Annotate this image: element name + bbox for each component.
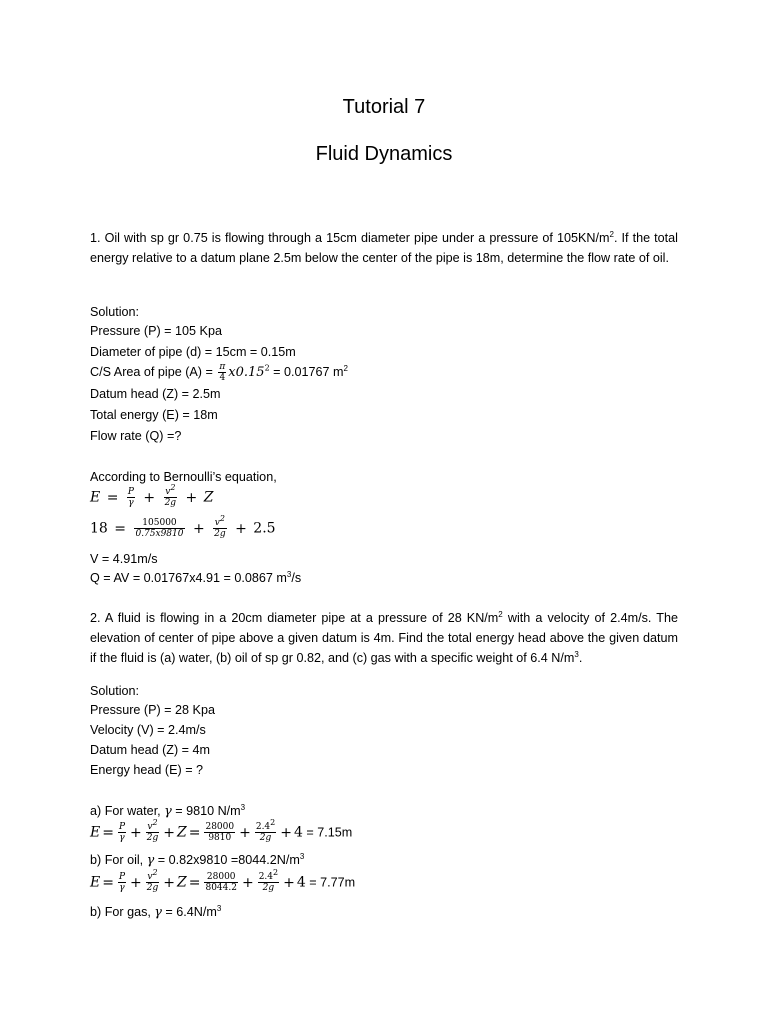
sup: 3	[240, 802, 246, 812]
frac-num: 105000	[134, 518, 184, 529]
frac-den: 8044.2	[205, 883, 237, 893]
q1-text: 1. Oil with sp gr 0.75 is flowing through a 15cm diameter pipe under a pressure of 105KN/m	[90, 231, 610, 245]
area-value: = 0.01767 m	[269, 365, 344, 379]
pi-symbol: π	[219, 362, 226, 372]
eq-lhs: 18	[90, 520, 108, 537]
solution-1-heading: Solution:	[90, 305, 140, 319]
frac-num: 28000	[205, 822, 235, 832]
s1-area	[90, 362, 348, 383]
value: = 9810 N/m	[171, 804, 241, 818]
frac-num: 2.4	[258, 872, 274, 882]
plus-sign: +	[130, 824, 142, 841]
eq-constant: 2.5	[253, 520, 276, 537]
area-denominator: 4	[219, 373, 226, 383]
q2-sup: 2	[498, 609, 503, 619]
water-equation: E = $\frac{P}{\gamma}$ + $\frac{v^2}{2g}$ + Z = $\frac{28000}{9810}$ + $\frac{2.4^2}{2g}$ + 4 = 7.15m	[90, 818, 353, 843]
q-unit: /s	[291, 571, 302, 585]
exp: 2	[273, 868, 279, 877]
frac-den: 2g	[146, 883, 159, 893]
gamma: γ	[146, 852, 155, 867]
frac-den: 2g	[262, 883, 275, 893]
plus-sign: +	[130, 874, 142, 891]
s2-pressure: Pressure (P) = 28 Kpa	[90, 703, 215, 717]
q2-text: with a velocity of 2.4m/s. The elevation of center of pipe above a given datum is 4m. Find the total energy head above the given datum if the fluid is (a) water, (b) oil of sp gr 0.82, and (c) gas with a specific weight of 6.4 N/m	[90, 611, 678, 665]
eq-constant: 4	[294, 824, 303, 841]
exp: 2	[219, 514, 225, 523]
s1-diameter: Diameter of pipe (d) = 15cm = 0.15m	[90, 345, 296, 359]
q2-sup: 3	[574, 649, 579, 659]
label: a) For water,	[90, 804, 165, 818]
s1-pressure: Pressure (P) = 105 Kpa	[90, 324, 222, 338]
q1-text-end: . If the total energy relative to a datum plane 2.5m below the center of the pipe is 18m, determine the flow rate of oil.	[90, 231, 678, 265]
s1-flow: Flow rate (Q) =?	[90, 429, 182, 443]
page-title: Tutorial 7	[342, 96, 426, 118]
eq-z: Z	[203, 489, 214, 506]
s1-velocity: V = 4.91m/s	[90, 552, 158, 566]
frac-num: v	[214, 518, 220, 528]
exp: 2	[170, 483, 176, 492]
frac-num: v	[147, 822, 153, 832]
eq-sign: =	[106, 489, 119, 506]
question-1	[90, 229, 678, 269]
frac-num: P	[127, 487, 134, 497]
q1-sup: 2	[609, 229, 614, 239]
eq-constant: 4	[296, 874, 306, 891]
frac-den: 2g	[146, 833, 159, 843]
frac-den: γ	[119, 883, 125, 893]
s2-datum: Datum head (Z) = 4m	[90, 743, 211, 757]
q2-text: .	[578, 650, 583, 665]
plus-sign: +	[192, 520, 205, 537]
q-text: Q = AV = 0.01767x4.91 = 0.0867 m	[90, 571, 287, 585]
frac-num: 28000	[204, 872, 238, 883]
gamma: γ	[154, 904, 162, 919]
page-subtitle: Fluid Dynamics	[315, 143, 453, 165]
frac-den: 9810	[208, 833, 232, 843]
sup: 3	[216, 903, 222, 913]
label: b) For gas,	[90, 905, 155, 919]
eq-sign: =	[102, 824, 114, 841]
frac-num: 2.4	[255, 822, 271, 832]
eq-sign: =	[102, 874, 114, 891]
eq-lhs: E	[90, 489, 101, 506]
oil-label	[90, 850, 304, 870]
area-unit-sup: 2	[343, 363, 348, 373]
s1-energy: Total energy (E) = 18m	[90, 408, 218, 422]
oil-equation: E = $\frac{P}{\gamma}$ + $\frac{v^2}{2g}$ + Z = $\frac{28000}{8044.2}$ + $\frac{2.4^2}{2g}$ + 4 = 7.77m	[90, 868, 356, 893]
label: b) For oil,	[90, 853, 147, 867]
water-label	[90, 801, 245, 821]
frac-num: v	[165, 487, 171, 497]
frac-den: γ	[119, 833, 125, 843]
area-expression: x0.15	[228, 365, 265, 380]
q2-text: 2. A fluid is flowing in a 20cm diameter pipe at a pressure of 28 KN/m	[90, 611, 499, 625]
s2-velocity: Velocity (V) = 2.4m/s	[90, 723, 206, 737]
area-exponent: 2	[264, 363, 270, 373]
eq-z: Z	[177, 874, 187, 891]
oil-result: = 7.77m	[305, 875, 356, 890]
frac-den: 0.75x9810	[135, 529, 184, 539]
eq-lhs: E	[90, 824, 101, 841]
plus-sign: +	[235, 520, 247, 537]
s1-area-label: C/S Area of pipe (A) =	[90, 365, 213, 379]
sup: 3	[299, 851, 305, 861]
bernoulli-equation: E = $\frac{P}{\gamma}$ + $\frac{v^2}{2g}$ + Z	[90, 483, 214, 508]
frac-num: P	[118, 822, 126, 832]
frac-num: v	[147, 872, 153, 882]
water-result: = 7.15m	[302, 825, 353, 840]
frac-den: γ	[128, 498, 134, 508]
bernoulli-label: According to Bernoulli’s equation,	[90, 470, 277, 484]
exp: 2	[152, 868, 158, 877]
exp: 2	[270, 818, 276, 827]
value: = 0.82x9810 =8044.2N/m	[154, 853, 300, 867]
s1-flow-result	[90, 568, 301, 588]
value: = 6.4N/m	[161, 905, 217, 919]
s1-datum: Datum head (Z) = 2.5m	[90, 387, 221, 401]
gas-label	[90, 902, 221, 922]
frac-den: 2g	[259, 833, 272, 843]
plus-sign: +	[143, 489, 156, 506]
frac-den: 2g	[214, 529, 226, 539]
gamma: γ	[164, 803, 172, 818]
solution-2-heading: Solution:	[90, 684, 140, 698]
question-2	[90, 609, 678, 668]
eq-z: Z	[177, 824, 187, 841]
s2-energy: Energy head (E) = ?	[90, 763, 204, 777]
substituted-equation	[90, 514, 276, 539]
eq-sign: =	[114, 520, 127, 537]
q-sup: 3	[286, 569, 292, 579]
frac-den: 2g	[164, 498, 177, 508]
exp: 2	[152, 818, 158, 827]
eq-lhs: E	[90, 874, 101, 891]
frac-num: P	[118, 872, 126, 882]
